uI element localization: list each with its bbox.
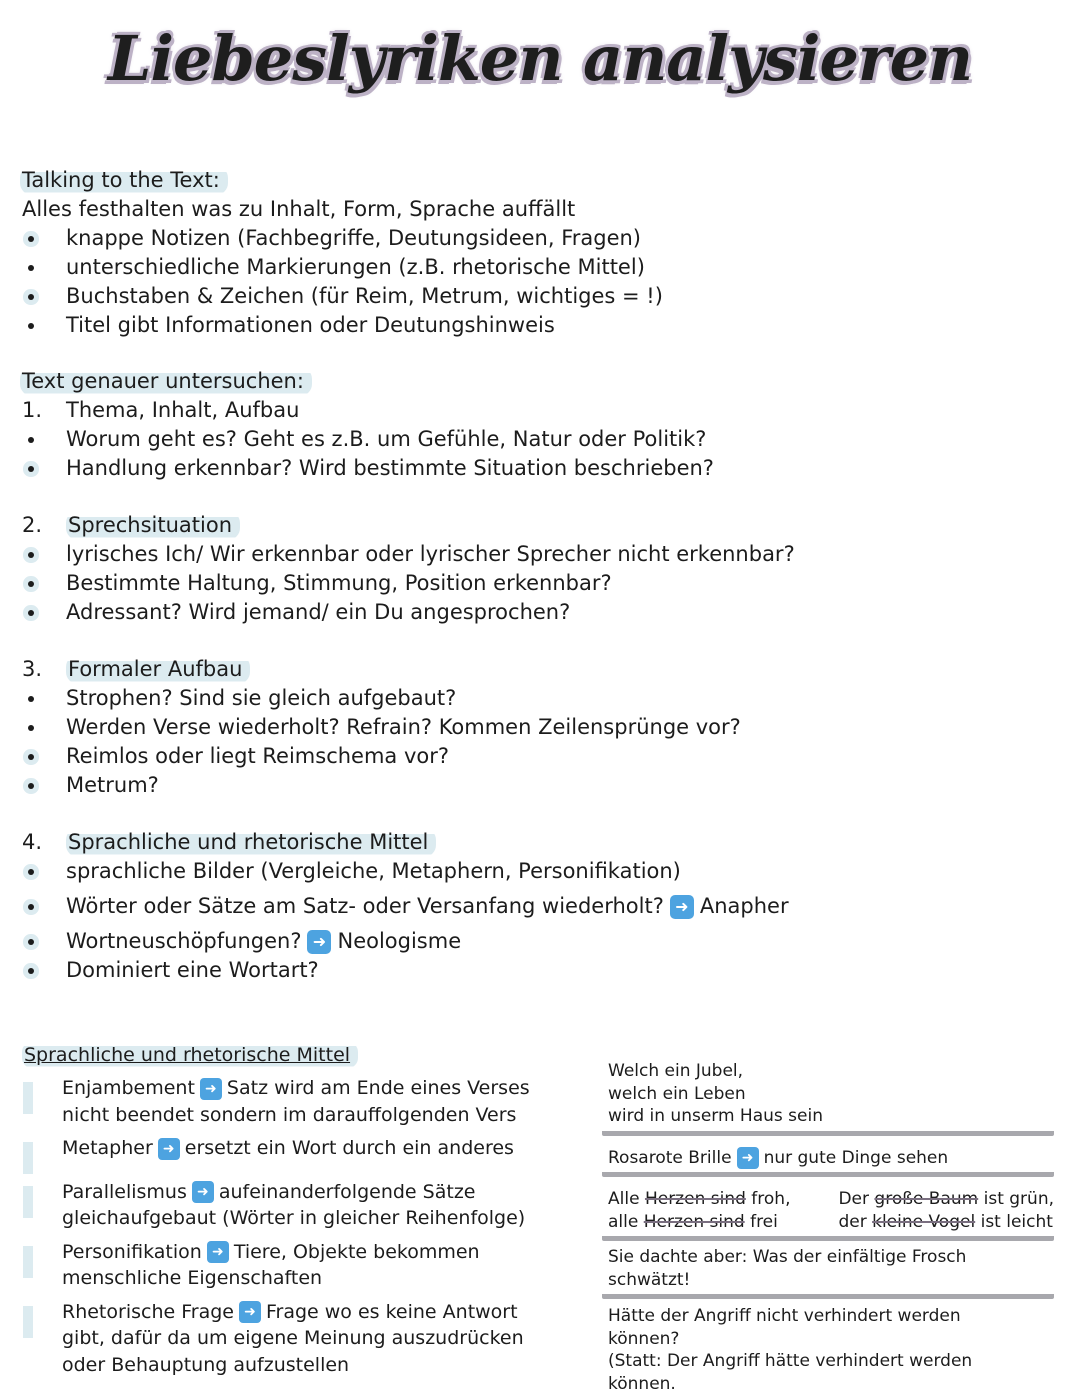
bullet-icon — [28, 869, 34, 875]
bullet-icon — [28, 725, 34, 731]
page-title: Liebeslyriken analysieren — [107, 22, 973, 95]
section-mittel — [22, 1042, 582, 1378]
right-arrow-icon: ➜ — [200, 1078, 222, 1100]
example-metapher: Rosarote Brille ➜ nur gute Dinge sehen — [602, 1141, 1054, 1178]
subsection-title: 2. Sprechsituation — [22, 511, 795, 540]
list-item: Personifikation ➜ Tiere, Objekte bekommen menschliche Eigenschaften — [62, 1240, 480, 1289]
bullet-icon — [28, 754, 34, 760]
right-arrow-icon: ➜ — [307, 930, 331, 954]
list-item: Titel gibt Informationen oder Deutungshinweis — [22, 311, 663, 340]
bullet-icon — [28, 581, 34, 587]
right-arrow-icon: ➜ — [192, 1181, 214, 1203]
example-rhetorische-frage: Hätte der Angriff nicht verhindert werden können? (Statt: Der Angriff hätte verhindert werden können. — [608, 1306, 973, 1394]
example-personifikation: Sie dachte aber: Was der einfältige Frosch schwätzt! — [602, 1246, 1054, 1299]
subsection-title: 4. Sprachliche und rhetorische Mittel — [22, 828, 795, 857]
example-enjambement: Welch ein Jubel, welch ein Leben wird in unserm Haus sein — [602, 1060, 1054, 1136]
bullet-icon — [28, 323, 34, 329]
list-item: Dominiert eine Wortart? — [22, 956, 795, 985]
bullet-icon — [28, 437, 34, 443]
bullet-icon — [28, 610, 34, 616]
examples-column — [602, 1060, 1054, 1395]
right-arrow-icon: ➜ — [158, 1138, 180, 1160]
right-arrow-icon: ➜ — [737, 1147, 759, 1169]
bullet-icon — [28, 696, 34, 702]
list-item: sprachliche Bilder (Vergleiche, Metaphern, Personifikation) — [22, 857, 795, 886]
list-item: Metapher ➜ ersetzt ein Wort durch ein anderes — [62, 1137, 514, 1159]
section-heading: Sprachliche und rhetorische Mittel — [22, 1042, 358, 1068]
list-item: Enjambement ➜ Satz wird am Ende eines Verses nicht beendet sondern im darauffolgenden Vers — [62, 1077, 530, 1126]
list-item: Strophen? Sind sie gleich aufgebaut? — [22, 684, 795, 713]
list-item: Wörter oder Sätze am Satz- oder Versanfang wiederholt? ➜ Anapher — [22, 892, 795, 921]
list-item: Metrum? — [22, 771, 795, 800]
section-heading: Talking to the Text: — [20, 166, 228, 195]
right-arrow-icon: ➜ — [207, 1241, 229, 1263]
list-item: Adressant? Wird jemand/ ein Du angesprochen? — [22, 598, 795, 627]
bullet-icon — [28, 236, 34, 242]
list-item: Buchstaben & Zeichen (für Reim, Metrum, wichtiges = !) — [22, 282, 663, 311]
list-item: unterschiedliche Markierungen (z.B. rhetorische Mittel) — [22, 253, 663, 282]
right-arrow-icon: ➜ — [670, 895, 694, 919]
list-item: lyrisches Ich/ Wir erkennbar oder lyrischer Sprecher nicht erkennbar? — [22, 540, 795, 569]
bullet-icon — [28, 466, 34, 472]
list-item: Bestimmte Haltung, Stimmung, Position erkennbar? — [22, 569, 795, 598]
bullet-icon — [28, 552, 34, 558]
list-item: Rhetorische Frage ➜ Frage wo es keine Antwort gibt, dafür da um eigene Meinung auszudrücken oder Behauptung aufzustellen — [62, 1300, 524, 1376]
subsection-title: 3. Formaler Aufbau — [22, 655, 795, 684]
bullet-icon — [28, 939, 34, 945]
bullet-icon — [28, 294, 34, 300]
bullet-icon — [28, 904, 34, 910]
list-item: Reimlos oder liegt Reimschema vor? — [22, 742, 795, 771]
bullet-icon — [28, 968, 34, 974]
section-heading: Text genauer untersuchen: — [20, 367, 312, 396]
bullet-icon — [28, 265, 34, 271]
section-talking — [22, 166, 663, 340]
bullet-icon — [28, 783, 34, 789]
list-item: knappe Notizen (Fachbegriffe, Deutungsideen, Fragen) — [22, 224, 663, 253]
list-item: Wortneuschöpfungen? ➜ Neologisme — [22, 927, 795, 956]
example-parallelismus: Alle Herzen sind froh, alle Herzen sind frei Der große Baum ist grün, der kleine Vogel ist leicht — [602, 1182, 1054, 1241]
intro-text: Alles festhalten was zu Inhalt, Form, Sprache auffällt — [22, 197, 576, 221]
list-item: Worum geht es? Geht es z.B. um Gefühle, Natur oder Politik? — [22, 425, 795, 454]
list-item: Werden Verse wiederholt? Refrain? Kommen Zeilensprünge vor? — [22, 713, 795, 742]
list-item: Handlung erkennbar? Wird bestimmte Situation beschrieben? — [22, 454, 795, 483]
section-untersuchen — [22, 367, 795, 985]
right-arrow-icon: ➜ — [239, 1301, 261, 1323]
subsection-title: 1. Thema, Inhalt, Aufbau — [22, 398, 300, 422]
list-item: Parallelismus ➜ aufeinanderfolgende Sätze gleichaufgebaut (Wörter in gleicher Reihenfolge) — [62, 1180, 526, 1229]
